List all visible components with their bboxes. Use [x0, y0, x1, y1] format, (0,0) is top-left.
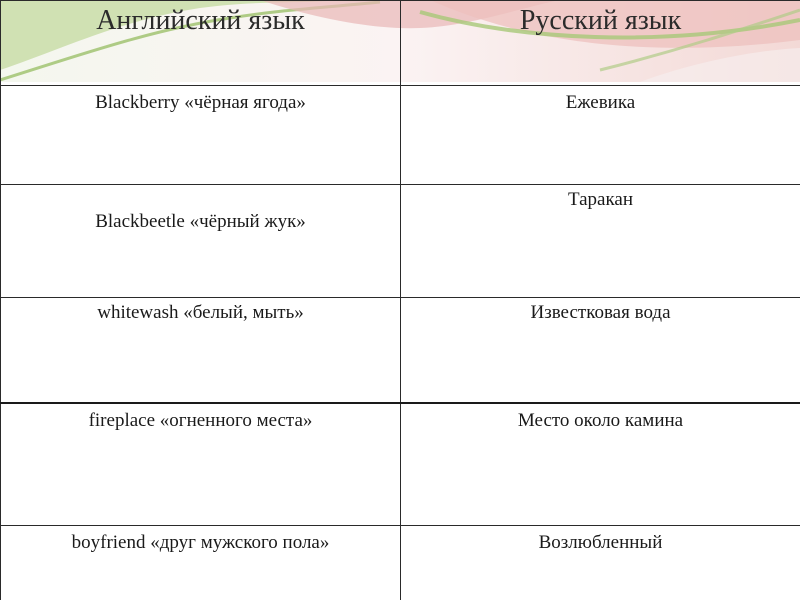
- header-english: Английский язык: [1, 1, 401, 86]
- table-row: [1, 403, 800, 526]
- russian-cell: Известковая вода: [401, 298, 800, 404]
- english-cell: boyfriend «друг мужского пола»: [1, 526, 401, 600]
- header-russian: Русский язык: [401, 1, 800, 86]
- english-cell: Blackberry «чёрная ягода»: [1, 86, 401, 185]
- russian-cell: Таракан: [401, 185, 800, 298]
- russian-cell: Возлюбленный: [401, 526, 800, 600]
- table-row: [1, 298, 800, 404]
- english-cell: Blackbeetle «чёрный жук»: [1, 185, 401, 298]
- russian-cell: Ежевика: [401, 86, 800, 185]
- table-header-row: [1, 1, 800, 86]
- table-row: [1, 185, 800, 298]
- table-row: [1, 526, 800, 600]
- russian-cell: Место около камина: [401, 403, 800, 526]
- english-cell: whitewash «белый, мыть»: [1, 298, 401, 404]
- english-cell: fireplace «огненного места»: [1, 403, 401, 526]
- table-row: [1, 86, 800, 185]
